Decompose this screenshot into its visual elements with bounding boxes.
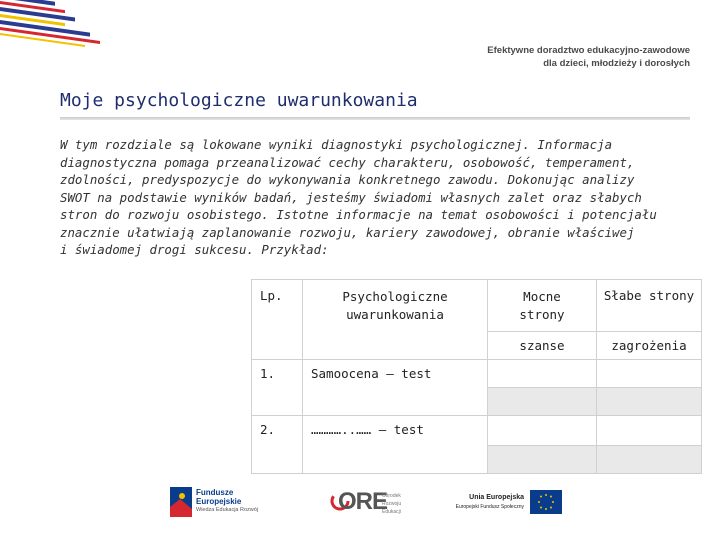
row-name: Samoocena – test — [303, 360, 488, 416]
paragraph-line: stron do rozwoju osobistego. Istotne informacje na temat osobowości i potencjału — [60, 207, 657, 222]
table-header-row — [252, 280, 702, 332]
paragraph-line: i świadomej drogi sukcesu. Przykład: — [60, 242, 329, 257]
header-lp: Lp. — [252, 280, 303, 360]
cell-opportunities[interactable] — [488, 446, 597, 474]
row-lp: 2. — [252, 416, 303, 474]
swot-table — [251, 279, 702, 474]
cell-threats[interactable] — [597, 446, 702, 474]
paragraph-line: zdolności, predyspozycje do wykonywania konkretnego zawodu. Dokonując analizy — [60, 172, 635, 187]
ore-wordmark: ORE — [338, 488, 388, 515]
brand-line-2: dla dzieci, młodzieży i dorosłych — [543, 58, 690, 69]
ore-sub-1: Ośrodek — [382, 493, 401, 499]
header-opportunities: szanse — [488, 332, 597, 360]
cell-weaknesses[interactable] — [597, 360, 702, 388]
header-threats: zagrożenia — [597, 332, 702, 360]
paragraph-line: diagnostyczna pomaga przeanalizować cechy charakteru, osobowość, temperament, — [60, 154, 635, 170]
fe-line-2: Europejskie — [196, 497, 242, 506]
header-brand — [487, 44, 690, 70]
header-factors-label: Psychologiczne uwarunkowania — [342, 289, 448, 322]
table-row — [252, 360, 702, 388]
ore-sub-2: Rozwoju — [382, 501, 402, 507]
footer-eu-logo — [448, 489, 563, 515]
paragraph-line: SWOT na podstawie wyników badań, jesteśmy świadomi własnych zalet oraz słabych — [60, 189, 642, 205]
brand-line-1: Efektywne doradztwo edukacyjno-zawodowe — [487, 45, 690, 56]
fe-line-3: Wiedza Edukacja Rozwój — [196, 507, 259, 513]
fe-flag-icon — [170, 487, 192, 517]
cell-strengths[interactable] — [488, 360, 597, 388]
header-stripes — [0, 0, 115, 60]
header-factors — [303, 280, 488, 360]
paragraph-line: W tym rozdziale są lokowane wyniki diagnostyki psychologicznej. Informacja — [60, 137, 613, 152]
cell-strengths[interactable] — [488, 416, 597, 446]
eu-line-1: Unia Europejska — [469, 494, 524, 501]
cell-weaknesses[interactable] — [597, 416, 702, 446]
row-name: …………..…… – test — [303, 416, 488, 474]
page-title: Moje psychologiczne uwarunkowania — [60, 90, 418, 111]
intro-paragraph — [60, 136, 685, 259]
footer-fe-logo — [170, 487, 265, 517]
footer-ore-logo — [330, 488, 410, 516]
header-weaknesses: Słabe strony — [597, 280, 702, 332]
title-underline — [60, 117, 690, 120]
eu-flag-icon — [530, 490, 562, 514]
table-row — [252, 416, 702, 446]
row-lp: 1. — [252, 360, 303, 416]
fe-line-1: Fundusze — [196, 488, 234, 497]
eu-line-2: Europejski Fundusz Społeczny — [455, 504, 524, 510]
cell-opportunities[interactable] — [488, 388, 597, 416]
header-strengths — [488, 280, 597, 332]
header-strengths-label: Mocne strony — [519, 288, 565, 322]
cell-threats[interactable] — [597, 388, 702, 416]
ore-sub-3: Edukacji — [382, 509, 401, 515]
paragraph-line: znacznie ułatwiają zaplanowanie rozwoju, kariery zawodowej, obranie właściwej — [60, 224, 635, 240]
